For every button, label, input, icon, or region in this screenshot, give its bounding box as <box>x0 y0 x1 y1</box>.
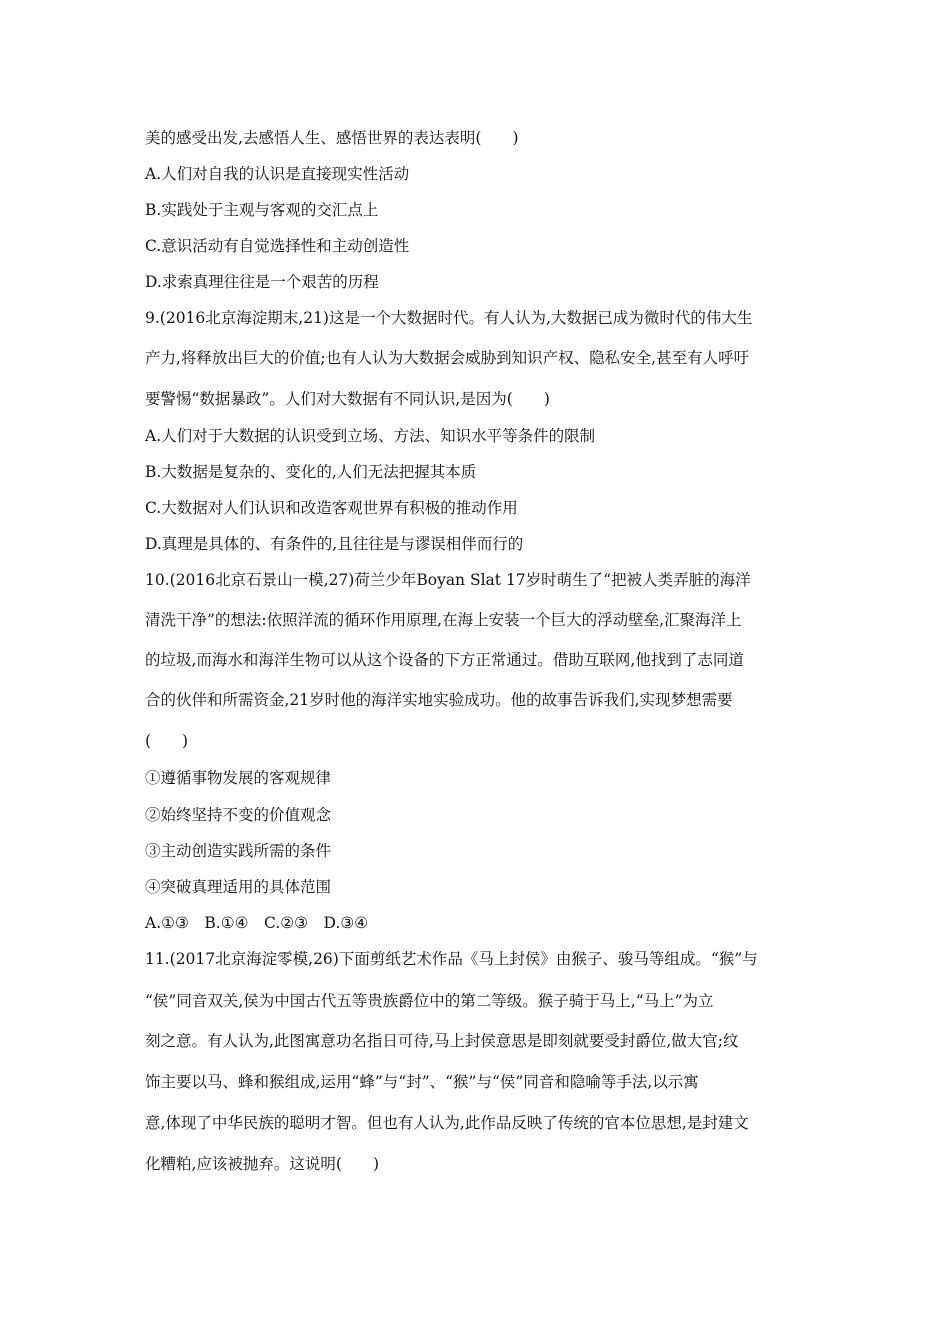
question-11-line-3: 刻之意。有人认为,此图寓意功名指日可待,马上封侯意思是即刻就要受封爵位,做大官;纹 <box>145 1032 739 1050</box>
question-10-line-3: 的垃圾,而海水和海洋生物可以从这个设备的下方正常通过。借助互联网,他找到了志同道 <box>145 651 744 669</box>
question-11-line-4: 饰主要以马、蜂和猴组成,运用“蜂”与“封”、“猴”与“侯”同音和隐喻等手法,以示寓 <box>145 1073 699 1091</box>
question-11-line-5: 意,体现了中华民族的聪明才智。但也有人认为,此作品反映了传统的官本位思想,是封建文 <box>145 1114 749 1132</box>
option-b: B.大数据是复杂的、变化的,人们无法把握其本质 <box>145 463 477 481</box>
question-10-line-2: 清洗干净”的想法:依照洋流的循环作用原理,在海上安装一个巨大的浮动壁垒,汇聚海洋上 <box>145 611 742 629</box>
answer-options: A.①③ B.①④ C.②③ D.③④ <box>145 914 369 932</box>
text-line: 美的感受出发,去感悟人生、感悟世界的表达表明( ) <box>145 129 519 147</box>
question-11-line-1: 11.(2017北京海淀零模,26)下面剪纸艺术作品《马上封侯》由猴子、骏马等组成。“猴”与 <box>145 950 758 968</box>
option-a: A.人们对自我的认识是直接现实性活动 <box>145 165 410 183</box>
statement-3: ③主动创造实践所需的条件 <box>145 842 332 860</box>
statement-4: ④突破真理适用的具体范围 <box>145 878 332 896</box>
option-b: B.实践处于主观与客观的交汇点上 <box>145 201 379 219</box>
question-10-line-5: ( ) <box>145 732 189 750</box>
option-c: C.大数据对人们认识和改造客观世界有积极的推动作用 <box>145 499 518 517</box>
question-10-line-4: 合的伙伴和所需资金,21岁时他的海洋实地实验成功。他的故事告诉我们,实现梦想需要 <box>145 691 733 709</box>
question-9-line-3: 要警惕“数据暴政”。人们对大数据有不同认识,是因为( ) <box>145 390 550 408</box>
option-c: C.意识活动有自觉选择性和主动创造性 <box>145 237 410 255</box>
question-11-line-2: “侯”同音双关,侯为中国古代五等贵族爵位中的第二等级。猴子骑于马上,“马上”为立 <box>145 992 714 1010</box>
option-d: D.求索真理往往是一个艰苦的历程 <box>145 273 379 291</box>
option-d: D.真理是具体的、有条件的,且往往是与谬误相伴而行的 <box>145 535 524 553</box>
statement-1: ①遵循事物发展的客观规律 <box>145 769 332 787</box>
question-10-line-1: 10.(2016北京石景山一模,27)荷兰少年Boyan Slat 17岁时萌生了“把被人类弄脏的海洋 <box>145 571 751 589</box>
question-9-line-2: 产力,将释放出巨大的价值;也有人认为大数据会威胁到知识产权、隐私安全,甚至有人呼吁 <box>145 349 750 367</box>
option-a: A.人们对于大数据的认识受到立场、方法、知识水平等条件的限制 <box>145 427 596 445</box>
question-9-line-1: 9.(2016北京海淀期末,21)这是一个大数据时代。有人认为,大数据已成为微时代的伟大生 <box>145 309 753 327</box>
statement-2: ②始终坚持不变的价值观念 <box>145 806 332 824</box>
question-11-line-6: 化糟粕,应该被抛弃。这说明( ) <box>145 1155 380 1173</box>
